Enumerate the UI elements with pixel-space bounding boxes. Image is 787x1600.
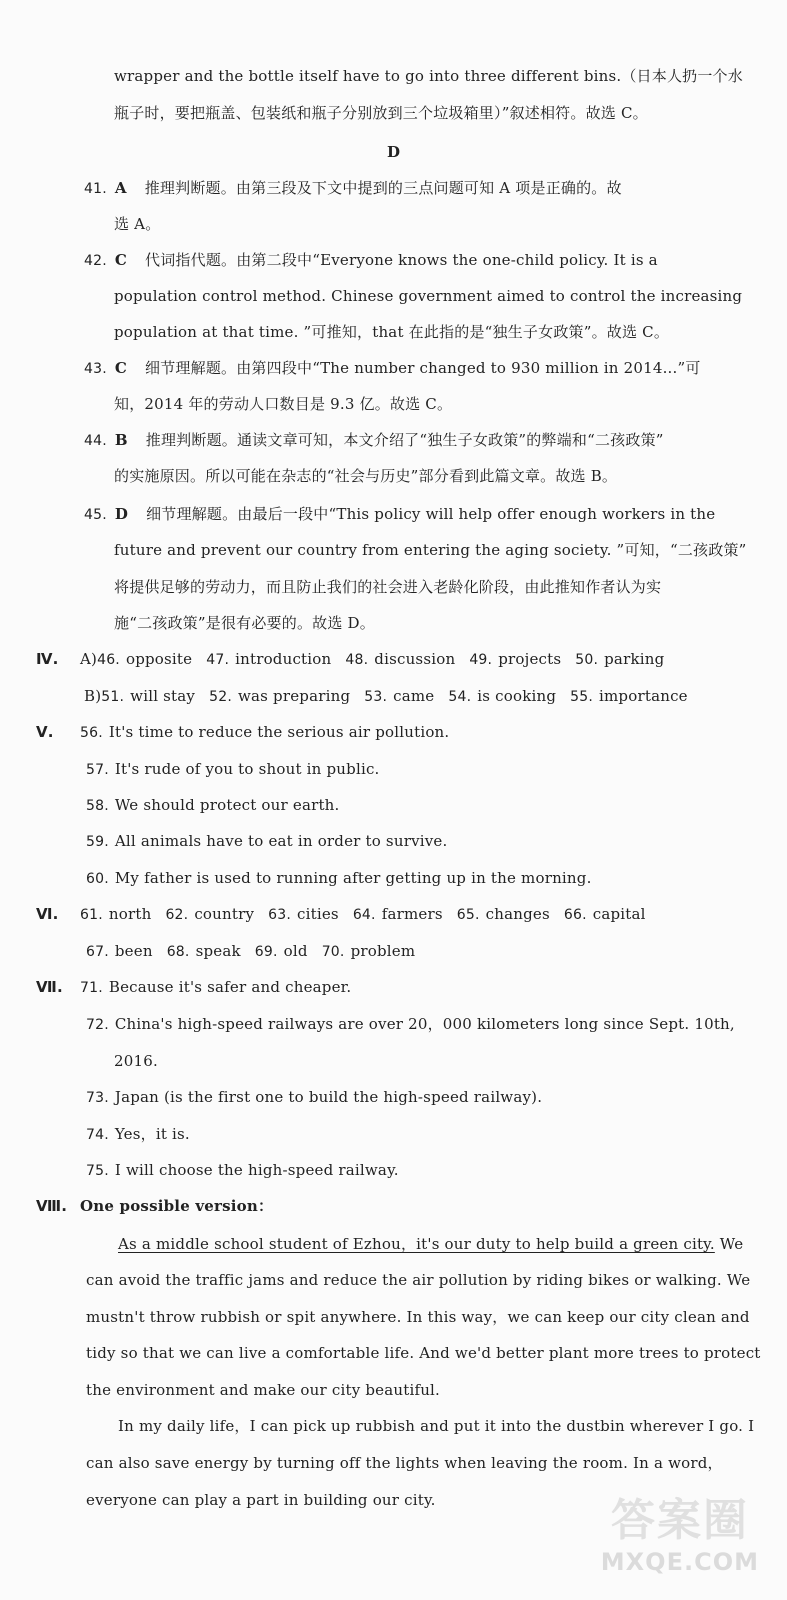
answer-42 [84, 250, 658, 271]
question-number: 75. [86, 1163, 109, 1179]
answer-key: D [114, 505, 129, 523]
question-number: 72. [86, 1017, 109, 1033]
answer-item [575, 649, 664, 670]
question-number: 48. [345, 652, 369, 668]
answer-item [345, 649, 455, 670]
essay-line: mustn't throw rubbish or spit anywhere. In this way，we can keep our city clean and [86, 1308, 750, 1326]
section-5-item [86, 795, 340, 816]
answer-key: A [114, 179, 127, 197]
answer-43 [84, 358, 701, 379]
answer-text: is cooking [477, 687, 557, 705]
section-numeral: Ⅴ. [36, 723, 54, 741]
answer-text: importance [599, 687, 688, 705]
answer-item [101, 686, 195, 707]
answer-item [353, 904, 443, 925]
explanation-text: 推理判断题。由第三段及下文中提到的三点问题可知 A 项是正确的。故 [144, 179, 622, 197]
answer-item [206, 649, 331, 670]
essay-line: In my daily life，I can pick up rubbish and put it into the dustbin wherever I go. I [118, 1417, 755, 1435]
question-number: 49. [469, 652, 493, 668]
section-6-row [86, 941, 429, 962]
answer-text: We should protect our earth. [114, 796, 340, 814]
watermark-site: MXQE.COM [600, 1548, 759, 1576]
answer-items [80, 905, 660, 923]
answer-key: C [114, 359, 128, 377]
answer-text: north [108, 905, 152, 923]
section-8-heading [36, 1196, 273, 1216]
answer-text: was preparing [237, 687, 351, 705]
question-number: 54. [448, 689, 472, 705]
explanation-text: 推理判断题。通读文章可知，本文介绍了“独生子女政策”的弊端和“二孩政策” [145, 431, 664, 449]
answer-text: opposite [125, 650, 193, 668]
section-numeral: Ⅶ. [36, 978, 63, 996]
question-number: 58. [86, 798, 109, 814]
question-number: 41. [84, 181, 107, 197]
text-line: 将提供足够的劳动力，而且防止我们的社会进入老龄化阶段，由此推知作者认为实 [114, 578, 662, 596]
section-7-item [86, 1087, 542, 1108]
section-5-item [86, 868, 592, 889]
essay-line: everyone can play a part in building our city. [86, 1491, 436, 1509]
text-line: population at that time. ”可推知，that 在此指的是“独生子女政策”。故选 C。 [114, 323, 670, 341]
question-number: 42. [84, 253, 107, 269]
answer-item [564, 904, 646, 925]
text-line: future and prevent our country from entering the aging society. ”可知，“二孩政策” [114, 541, 747, 559]
answer-text: It's time to reduce the serious air pollution. [108, 723, 450, 741]
section-4-row-b [84, 686, 702, 707]
text-line: 2016. [114, 1052, 158, 1070]
question-number: 57. [86, 762, 109, 778]
question-number: 60. [86, 871, 109, 887]
section-7-item [86, 1014, 735, 1035]
answer-text: discussion [374, 650, 456, 668]
essay-line: tidy so that we can live a comfortable life. And we'd better plant more trees to protect [86, 1344, 761, 1362]
answer-text: Japan (is the first one to build the high-speed railway). [114, 1088, 543, 1106]
explanation-text: 细节理解题。由最后一段中“This policy will help offer enough workers in the [146, 505, 716, 523]
answer-text: China's high-speed railways are over 20，000 kilometers long since Sept. 10th, [114, 1015, 735, 1033]
text-line: 知，2014 年的劳动人口数目是 9.3 亿。故选 C。 [114, 395, 453, 413]
question-number: 52. [209, 689, 232, 705]
question-number: 71. [80, 980, 103, 996]
answer-text: capital [592, 905, 646, 923]
explanation-text: 细节理解题。由第四段中“The number changed to 930 million in 2014...”可 [145, 359, 701, 377]
text-line: 施“二孩政策”是很有必要的。故选 D。 [114, 614, 375, 632]
section-7-item [86, 1160, 399, 1181]
answer-text: introduction [235, 650, 332, 668]
section-numeral: Ⅵ. [36, 905, 59, 923]
question-number: 61. [80, 907, 103, 923]
answer-items [86, 942, 429, 960]
answer-text: came [393, 687, 435, 705]
answer-item [165, 904, 254, 925]
section-numeral: Ⅷ. [36, 1197, 68, 1215]
question-number: 44. [84, 433, 107, 449]
answer-item [268, 904, 339, 925]
watermark-logo: 答案圈 [611, 1495, 749, 1546]
answer-item [167, 941, 241, 962]
answer-item [86, 941, 153, 962]
part-label: A) [80, 650, 98, 668]
question-number: 66. [563, 907, 587, 923]
answer-text: My father is used to running after getting up in the morning. [114, 869, 592, 887]
text-line: 选 A。 [114, 215, 161, 233]
section-7-item [86, 1124, 190, 1145]
section-numeral: Ⅳ. [36, 650, 59, 668]
question-number: 51. [101, 689, 125, 705]
section-6-row [36, 904, 660, 925]
question-number: 74. [86, 1127, 109, 1143]
section-heading-d: D [386, 143, 400, 161]
answer-text: Because it's safer and cheaper. [108, 978, 352, 996]
question-number: 68. [166, 944, 190, 960]
answer-text: country [194, 905, 255, 923]
text-line: 的实施原因。所以可能在杂志的“社会与历史”部分看到此篇文章。故选 B。 [114, 467, 618, 485]
essay-line: can also save energy by turning off the lights when leaving the room. In a word， [86, 1454, 723, 1472]
answer-41 [84, 178, 622, 199]
answer-text: farmers [381, 905, 443, 923]
section-5-item [86, 831, 447, 852]
answer-text: changes [485, 905, 550, 923]
explanation-text: 代词指代题。由第二段中“Everyone knows the one-child policy. It is a [145, 251, 658, 269]
question-number: 62. [165, 907, 189, 923]
answer-items [101, 687, 701, 705]
question-number: 65. [456, 907, 480, 923]
answer-text: old [283, 942, 308, 960]
section-4-row-a [36, 649, 678, 670]
essay-line: can avoid the traffic jams and reduce the air pollution by riding bikes or walking. We [86, 1271, 751, 1289]
answer-item [448, 686, 556, 707]
answer-44 [84, 430, 664, 451]
answer-item [80, 904, 151, 925]
essay-line [118, 1234, 743, 1254]
answer-item [255, 941, 308, 962]
answer-key: B [114, 431, 128, 449]
answer-text: parking [604, 650, 665, 668]
answer-45 [84, 504, 715, 525]
answer-item [469, 649, 561, 670]
question-number: 70. [321, 944, 345, 960]
answer-item [364, 686, 434, 707]
question-number: 64. [352, 907, 376, 923]
answer-text: will stay [130, 687, 196, 705]
question-number: 53. [364, 689, 388, 705]
answer-item [322, 941, 416, 962]
text-line: 瓶子时，要把瓶盖、包装纸和瓶子分别放到三个垃圾箱里）”叙述相符。故选 C。 [114, 104, 648, 122]
essay-text: We [719, 1235, 744, 1253]
part-label: B) [84, 687, 102, 705]
answer-item [209, 686, 350, 707]
section-7-item [36, 977, 351, 998]
answer-item [457, 904, 550, 925]
watermark [569, 1484, 759, 1576]
question-number: 50. [575, 652, 599, 668]
question-number: 67. [86, 944, 109, 960]
topic-sentence: As a middle school student of Ezhou，it's our duty to help build a green city. [118, 1235, 715, 1253]
answer-item [570, 686, 688, 707]
text-line: wrapper and the bottle itself have to go into three different bins.（日本人扔一个水 [114, 67, 743, 85]
question-number: 45. [84, 507, 107, 523]
answer-items [97, 650, 678, 668]
question-number: 69. [254, 944, 278, 960]
question-number: 56. [80, 725, 103, 741]
answer-key: C [114, 251, 128, 269]
answer-item [97, 649, 192, 670]
text-line: population control method. Chinese government aimed to control the increasing [114, 287, 743, 305]
answer-text: speak [195, 942, 241, 960]
answer-text: projects [498, 650, 562, 668]
question-number: 46. [97, 652, 120, 668]
question-number: 47. [206, 652, 230, 668]
answer-text: cities [297, 905, 339, 923]
question-number: 55. [570, 689, 594, 705]
question-number: 43. [84, 361, 107, 377]
answer-text: been [114, 942, 153, 960]
question-number: 63. [268, 907, 292, 923]
section-5-item [36, 722, 463, 743]
answer-text: problem [350, 942, 416, 960]
question-number: 59. [86, 834, 109, 850]
question-number: 73. [86, 1090, 109, 1106]
answer-text: It's rude of you to shout in public. [114, 760, 380, 778]
answer-text: I will choose the high-speed railway. [114, 1161, 399, 1179]
section-5-item [86, 759, 380, 780]
answer-text: All animals have to eat in order to survive. [114, 832, 448, 850]
answer-text: Yes，it is. [114, 1125, 190, 1143]
version-heading: One possible version： [80, 1197, 274, 1215]
essay-line: the environment and make our city beautiful. [86, 1381, 441, 1399]
